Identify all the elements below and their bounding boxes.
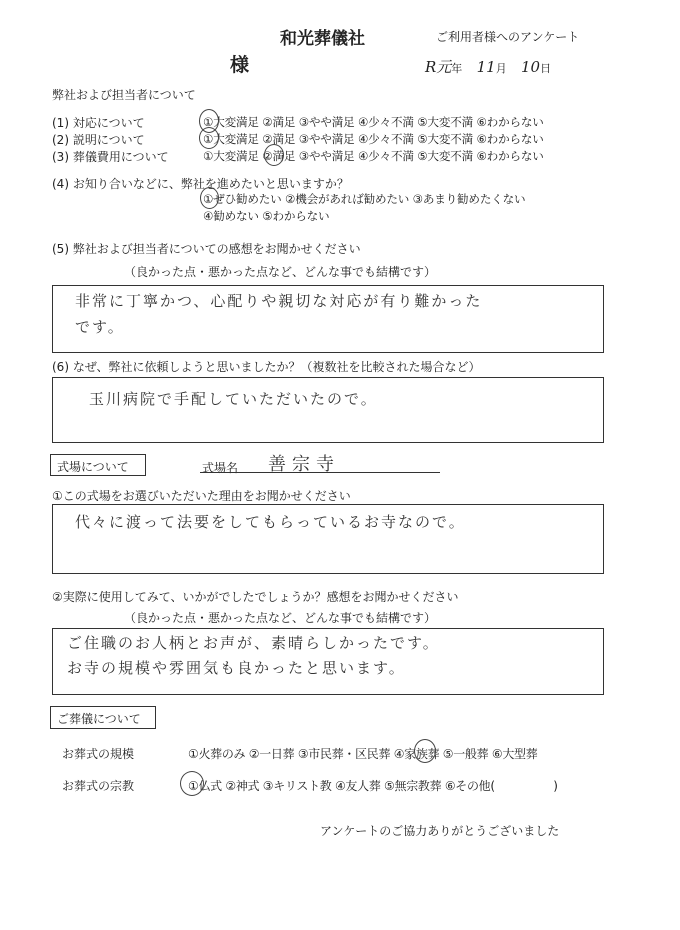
q1-label: (1) 対応について: [52, 116, 145, 130]
funeral-religion-options: ①仏式 ②神式 ③キリスト教 ④友人葬 ⑤無宗教葬 ⑥その他( ): [188, 779, 558, 793]
date-day: 10: [521, 58, 541, 76]
venue-q2-answer-line1: ご住職のお人柄とお声が、素晴らしかったです。: [67, 634, 440, 652]
q6-answer-box: [52, 377, 604, 443]
q4-label: (4) お知り合いなどに、弊社を進めたいと思いますか？: [52, 177, 349, 191]
venue-q2-hint: （良かった点・悪かった点など、どんな事でも結構です）: [124, 611, 437, 625]
section-venue-title: 式場について: [50, 454, 146, 476]
venue-name-label: 式場名: [202, 461, 239, 475]
section-funeral-title: ご葬儀について: [50, 706, 156, 729]
venue-q1-answer: 代々に渡って法要をしてもらっているお寺なので。: [75, 513, 466, 531]
q3-options: ①大変満足 ②満足 ③やや満足 ④少々不満 ⑤大変不満 ⑥わからない: [203, 149, 544, 163]
venue-name-underline: [200, 472, 440, 473]
q5-answer-line1: 非常に丁寧かつ、心配りや親切な対応が有り難かった: [75, 292, 483, 310]
q6-label: (6) なぜ、弊社に依頼しようと思いましたか？（複数社を比較された場合など）: [52, 360, 481, 374]
funeral-religion-answer-mark: [180, 771, 204, 796]
venue-name: 善宗寺: [268, 454, 340, 475]
venue-q2-label: ②実際に使用してみて、いかがでしたでしょうか？感想をお聞かせください: [52, 590, 459, 604]
survey-subtitle: ご利用者様へのアンケート: [436, 30, 580, 44]
date-year-label: 年: [451, 62, 463, 75]
q2-options: ①大変満足 ②満足 ③やや満足 ④少々不満 ⑤大変不満 ⑥わからない: [203, 132, 544, 146]
q5-answer-line2: です。: [75, 318, 125, 336]
funeral-religion-label: お葬式の宗教: [62, 779, 135, 793]
q6-answer: 玉川病院で手配していただいたので。: [89, 390, 378, 408]
q4-options-line2: ④勧めない ⑤わからない: [203, 209, 330, 223]
date-day-label: 日: [540, 62, 552, 75]
venue-q1-label: ①この式場をお選びいただいた理由をお聞かせください: [52, 489, 351, 503]
funeral-scale-label: お葬式の規模: [62, 747, 135, 761]
venue-q2-answer-line2: お寺の規模や雰囲気も良かったと思います。: [67, 659, 406, 677]
q1-options: ①大変満足 ②満足 ③やや満足 ④少々不満 ⑤大変不満 ⑥わからない: [203, 115, 544, 129]
q4-answer-mark: [200, 187, 219, 209]
funeral-scale-answer-mark: [414, 739, 436, 763]
q3-label: (3) 葬儀費用について: [52, 150, 169, 164]
q2-answer-mark: [199, 127, 219, 149]
q3-answer-mark: [264, 144, 284, 166]
date-era: R元: [425, 58, 452, 76]
venue-q1-answer-box: [52, 504, 604, 574]
venue-q2-answer-box: [52, 628, 604, 695]
date-month-label: 月: [495, 62, 507, 75]
q5-label: (5) 弊社および担当者についての感想をお聞かせください: [52, 242, 361, 256]
q5-answer-box: [52, 285, 604, 353]
section-company-title: 弊社および担当者について: [52, 88, 196, 102]
survey-date: [425, 56, 551, 77]
thanks-message: アンケートのご協力ありがとうございました: [320, 824, 560, 838]
date-month: 11: [476, 58, 496, 76]
funeral-scale-options: ①火葬のみ ②一日葬 ③市民葬・区民葬 ④家族葬 ⑤一般葬 ⑥大型葬: [188, 747, 538, 761]
q4-options-line1: ①ぜひ勧めたい ②機会があれば勧めたい ③あまり勧めたくない: [203, 192, 526, 206]
customer-honorific: 様: [230, 54, 250, 76]
q2-label: (2) 説明について: [52, 133, 145, 147]
q5-hint: （良かった点・悪かった点など、どんな事でも結構です）: [124, 265, 437, 279]
company-name: 和光葬儀社: [280, 29, 365, 49]
